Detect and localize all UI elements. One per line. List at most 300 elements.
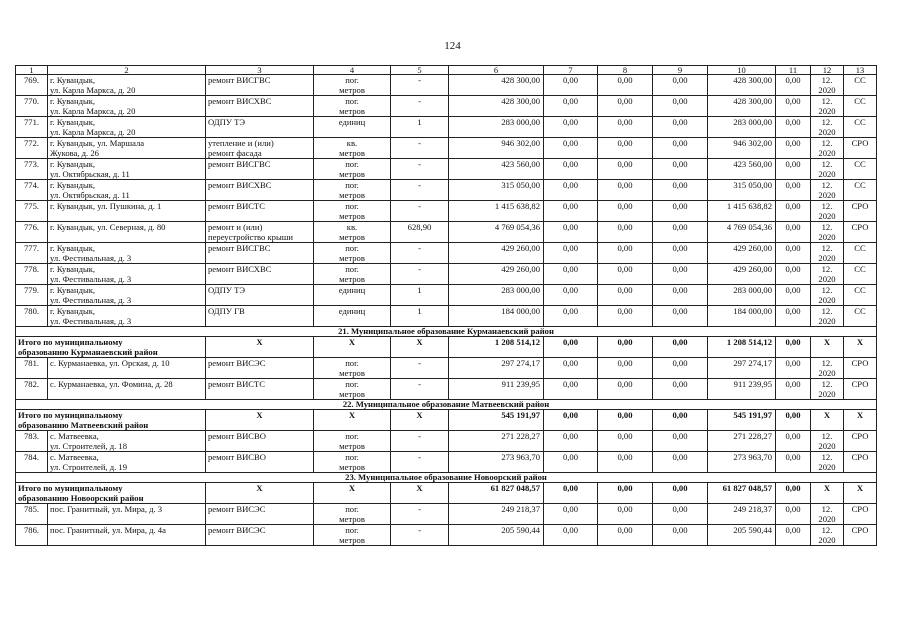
address-cell: [48, 306, 206, 327]
period-cell-line: 12.: [821, 180, 833, 190]
value-cell: 0,00: [598, 504, 653, 525]
total-label-line: Итого по муниципальному: [18, 483, 123, 493]
unit-cell-line: метров: [339, 106, 365, 116]
unit-cell: [314, 306, 391, 327]
unit-cell-line: метров: [339, 274, 365, 284]
unit-cell: [314, 264, 391, 285]
total-cost-cell: 429 260,00: [449, 264, 544, 285]
value-cell: 0,00: [776, 452, 811, 473]
period-cell: [811, 431, 844, 452]
value-cell: 0,00: [598, 138, 653, 159]
address-cell: [48, 138, 206, 159]
quantity-cell: -: [391, 243, 449, 264]
total-row: [16, 410, 877, 431]
period-cell: [811, 306, 844, 327]
total-label-line: образованию Матвеевский район: [18, 420, 149, 430]
section-title: 22. Муниципальное образование Матвеевский район: [16, 400, 877, 410]
address-cell-line: г. Кувандык, ул. Пушкина, д. 1: [50, 201, 162, 211]
quantity-cell: -: [391, 264, 449, 285]
address-cell: [48, 431, 206, 452]
value-cell: 0,00: [544, 525, 598, 546]
address-cell: [48, 117, 206, 138]
header-cell: 8: [598, 66, 653, 75]
address-cell: [48, 358, 206, 379]
period-cell-line: 2020: [818, 127, 836, 137]
method-cell: СРО: [844, 431, 877, 452]
value-cell: 0,00: [598, 159, 653, 180]
value-cell: 0,00: [653, 525, 708, 546]
unit-cell-line: пог.: [345, 525, 359, 535]
total-cost-cell: 911 239,95: [449, 379, 544, 400]
unit-cell: [314, 117, 391, 138]
period-cell: [811, 243, 844, 264]
work-type-cell-line: [208, 211, 311, 221]
period-cell: [811, 452, 844, 473]
quantity-cell: 1: [391, 306, 449, 327]
table-row: [16, 285, 877, 306]
address-cell: [48, 452, 206, 473]
value-cell: 0,00: [776, 431, 811, 452]
address-cell-line: г. Кувандык, ул. Маршала: [50, 138, 145, 148]
work-type-cell-line: [208, 295, 311, 305]
value-cell: 0,00: [776, 222, 811, 243]
work-type-cell: [206, 452, 314, 473]
unit-cell: [314, 504, 391, 525]
total-sum-cell: 1 208 514,12: [449, 337, 544, 358]
unit-cell-line: метров: [339, 253, 365, 263]
work-type-cell-line: ремонт ВИСЭС: [208, 525, 266, 535]
value-cell: 0,00: [776, 525, 811, 546]
work-type-cell-line: [208, 85, 311, 95]
value-cell: 0,00: [598, 75, 653, 96]
work-type-cell-line: ремонт ВИСТС: [208, 379, 266, 389]
quantity-cell: 1: [391, 117, 449, 138]
address-cell-line: пос. Гранитный, ул. Мира, д. 3: [50, 504, 163, 514]
total-value-cell: 0,00: [544, 483, 598, 504]
table-row: [16, 138, 877, 159]
address-cell: [48, 75, 206, 96]
fund-cost-cell: 249 218,37: [708, 504, 776, 525]
value-cell: 0,00: [598, 431, 653, 452]
address-cell-line: [50, 368, 203, 378]
value-cell: 0,00: [653, 117, 708, 138]
total-cost-cell: 429 260,00: [449, 243, 544, 264]
address-cell-line: г. Кувандык,: [50, 159, 96, 169]
value-cell: 0,00: [776, 504, 811, 525]
work-type-cell-line: ремонт и (или): [208, 222, 263, 232]
address-cell-line: [50, 535, 203, 545]
total-fund-cell: 545 191,97: [708, 410, 776, 431]
unit-cell-line: пог.: [345, 159, 359, 169]
address-cell: [48, 159, 206, 180]
row-number: 770.: [16, 96, 48, 117]
total-x-cell: X: [811, 337, 844, 358]
header-cell: 3: [206, 66, 314, 75]
value-cell: 0,00: [776, 243, 811, 264]
period-cell-line: 2020: [818, 274, 836, 284]
total-label: [16, 483, 206, 504]
header-cell: 6: [449, 66, 544, 75]
value-cell: 0,00: [653, 431, 708, 452]
value-cell: 0,00: [776, 117, 811, 138]
value-cell: 0,00: [653, 504, 708, 525]
period-cell-line: 2020: [818, 389, 836, 399]
fund-cost-cell: 429 260,00: [708, 264, 776, 285]
period-cell: [811, 264, 844, 285]
fund-cost-cell: 4 769 054,36: [708, 222, 776, 243]
section-header-row: [16, 473, 877, 483]
period-cell-line: 2020: [818, 253, 836, 263]
total-x-cell: X: [844, 410, 877, 431]
total-label-line: Итого по муниципальному: [18, 410, 123, 420]
address-cell: [48, 201, 206, 222]
value-cell: 0,00: [544, 159, 598, 180]
unit-cell-line: пог.: [345, 379, 359, 389]
row-number: 780.: [16, 306, 48, 327]
table-row: [16, 431, 877, 452]
total-value-cell: 0,00: [598, 337, 653, 358]
unit-cell: [314, 180, 391, 201]
total-sum-cell: 545 191,97: [449, 410, 544, 431]
row-number: 779.: [16, 285, 48, 306]
address-cell: [48, 504, 206, 525]
table-row: [16, 96, 877, 117]
period-cell: [811, 504, 844, 525]
address-cell-line: г. Кувандык,: [50, 75, 96, 85]
address-cell-line: с. Матвеевка,: [50, 452, 99, 462]
period-cell-line: 2020: [818, 368, 836, 378]
method-cell: СС: [844, 264, 877, 285]
total-value-cell: 0,00: [776, 483, 811, 504]
header-cell: 11: [776, 66, 811, 75]
row-number: 769.: [16, 75, 48, 96]
value-cell: 0,00: [598, 96, 653, 117]
period-cell-line: 12.: [821, 243, 833, 253]
total-x-cell: X: [314, 483, 391, 504]
unit-cell-line: метров: [339, 441, 365, 451]
work-type-cell-line: ремонт ВИСГВС: [208, 159, 271, 169]
address-cell-line: ул. Строителей, д. 18: [50, 441, 128, 451]
value-cell: 0,00: [653, 201, 708, 222]
total-x-cell: X: [844, 337, 877, 358]
unit-cell-line: метров: [339, 169, 365, 179]
header-cell: 9: [653, 66, 708, 75]
table-row: [16, 201, 877, 222]
work-type-cell-line: ремонт ВИСГВС: [208, 75, 271, 85]
total-value-cell: 0,00: [776, 410, 811, 431]
value-cell: 0,00: [544, 222, 598, 243]
value-cell: 0,00: [776, 358, 811, 379]
row-number: 778.: [16, 264, 48, 285]
period-cell: [811, 285, 844, 306]
unit-cell-line: пог.: [345, 243, 359, 253]
header-cell: 10: [708, 66, 776, 75]
total-label-line: Итого по муниципальному: [18, 337, 123, 347]
total-cost-cell: 1 415 638,82: [449, 201, 544, 222]
address-cell-line: г. Кувандык,: [50, 117, 96, 127]
address-cell-line: ул. Карла Маркса, д. 20: [50, 127, 136, 137]
table-row: [16, 306, 877, 327]
period-cell: [811, 117, 844, 138]
address-cell-line: ул. Октябрьская, д. 11: [50, 190, 130, 200]
period-cell-line: 12.: [821, 525, 833, 535]
period-cell-line: 2020: [818, 169, 836, 179]
total-x-cell: X: [844, 483, 877, 504]
address-cell-line: с. Матвеевка,: [50, 431, 99, 441]
page-number: 124: [444, 40, 461, 52]
total-cost-cell: 428 300,00: [449, 96, 544, 117]
table-row: [16, 159, 877, 180]
total-cost-cell: 271 228,27: [449, 431, 544, 452]
period-cell-line: 2020: [818, 211, 836, 221]
period-cell: [811, 138, 844, 159]
total-cost-cell: 205 590,44: [449, 525, 544, 546]
fund-cost-cell: 1 415 638,82: [708, 201, 776, 222]
fund-cost-cell: 428 300,00: [708, 96, 776, 117]
value-cell: 0,00: [653, 285, 708, 306]
period-cell-line: 12.: [821, 117, 833, 127]
work-type-cell-line: [208, 316, 311, 326]
quantity-cell: -: [391, 75, 449, 96]
address-cell-line: г. Кувандык,: [50, 243, 96, 253]
unit-cell: [314, 138, 391, 159]
total-x-cell: X: [206, 410, 314, 431]
quantity-cell: -: [391, 96, 449, 117]
fund-cost-cell: 423 560,00: [708, 159, 776, 180]
total-cost-cell: 315 050,00: [449, 180, 544, 201]
period-cell-line: 12.: [821, 96, 833, 106]
total-row: [16, 337, 877, 358]
work-type-cell: [206, 264, 314, 285]
section-title: 21. Муниципальное образование Курманаевский район: [16, 327, 877, 337]
table-row: [16, 264, 877, 285]
quantity-cell: -: [391, 431, 449, 452]
period-cell: [811, 358, 844, 379]
value-cell: 0,00: [598, 525, 653, 546]
value-cell: 0,00: [598, 285, 653, 306]
unit-cell-line: пог.: [345, 452, 359, 462]
unit-cell-line: [316, 316, 388, 326]
method-cell: СС: [844, 75, 877, 96]
value-cell: 0,00: [776, 201, 811, 222]
value-cell: 0,00: [776, 75, 811, 96]
total-cost-cell: 283 000,00: [449, 285, 544, 306]
period-cell-line: 12.: [821, 306, 833, 316]
value-cell: 0,00: [776, 264, 811, 285]
unit-cell-line: метров: [339, 190, 365, 200]
table-row: [16, 504, 877, 525]
work-type-cell: [206, 285, 314, 306]
value-cell: 0,00: [544, 358, 598, 379]
unit-cell-line: метров: [339, 389, 365, 399]
method-cell: СС: [844, 285, 877, 306]
unit-cell: [314, 201, 391, 222]
value-cell: 0,00: [598, 222, 653, 243]
unit-cell-line: [316, 295, 388, 305]
total-value-cell: 0,00: [776, 337, 811, 358]
row-number: 784.: [16, 452, 48, 473]
value-cell: 0,00: [598, 243, 653, 264]
quantity-cell: -: [391, 525, 449, 546]
total-cost-cell: 423 560,00: [449, 159, 544, 180]
unit-cell: [314, 75, 391, 96]
work-type-cell: [206, 180, 314, 201]
table-row: [16, 222, 877, 243]
period-cell: [811, 180, 844, 201]
method-cell: СРО: [844, 379, 877, 400]
unit-cell-line: кв.: [346, 222, 358, 232]
period-cell-line: 2020: [818, 232, 836, 242]
work-type-cell-line: ремонт фасада: [208, 148, 262, 158]
work-type-cell: [206, 306, 314, 327]
work-type-cell-line: ремонт ВИСХВС: [208, 180, 272, 190]
work-type-cell-line: ОДПУ ГВ: [208, 306, 245, 316]
work-type-cell-line: [208, 127, 311, 137]
unit-cell-line: пог.: [345, 264, 359, 274]
address-cell-line: ул. Фестивальная, д. 3: [50, 295, 132, 305]
value-cell: 0,00: [544, 431, 598, 452]
row-number: 783.: [16, 431, 48, 452]
fund-cost-cell: 184 000,00: [708, 306, 776, 327]
total-fund-cell: 61 827 048,57: [708, 483, 776, 504]
total-row: [16, 483, 877, 504]
fund-cost-cell: 283 000,00: [708, 117, 776, 138]
row-number: 772.: [16, 138, 48, 159]
value-cell: 0,00: [653, 264, 708, 285]
address-cell-line: пос. Гранитный, ул. Мира, д. 4а: [50, 525, 166, 535]
quantity-cell: 1: [391, 285, 449, 306]
work-type-cell-line: ремонт ВИСВО: [208, 431, 266, 441]
row-number: 774.: [16, 180, 48, 201]
work-type-cell-line: [208, 274, 311, 284]
address-cell-line: Жукова, д. 26: [50, 148, 99, 158]
total-x-cell: X: [206, 337, 314, 358]
value-cell: 0,00: [598, 358, 653, 379]
period-cell-line: 12.: [821, 358, 833, 368]
fund-cost-cell: 911 239,95: [708, 379, 776, 400]
unit-cell-line: единиц: [338, 285, 366, 295]
total-value-cell: 0,00: [653, 337, 708, 358]
row-number: 777.: [16, 243, 48, 264]
table-row: [16, 525, 877, 546]
value-cell: 0,00: [544, 75, 598, 96]
period-cell-line: 2020: [818, 190, 836, 200]
total-x-cell: X: [391, 337, 449, 358]
total-cost-cell: 297 274,17: [449, 358, 544, 379]
section-title: 23. Муниципальное образование Новоорский район: [16, 473, 877, 483]
unit-cell-line: пог.: [345, 201, 359, 211]
value-cell: 0,00: [776, 159, 811, 180]
unit-cell-line: метров: [339, 514, 365, 524]
address-cell: [48, 180, 206, 201]
table-row: [16, 243, 877, 264]
value-cell: 0,00: [598, 117, 653, 138]
value-cell: 0,00: [544, 504, 598, 525]
address-cell: [48, 379, 206, 400]
value-cell: 0,00: [598, 264, 653, 285]
address-cell-line: [50, 514, 203, 524]
address-cell: [48, 525, 206, 546]
address-cell-line: ул. Строителей, д. 19: [50, 462, 128, 472]
unit-cell: [314, 243, 391, 264]
period-cell: [811, 379, 844, 400]
work-type-cell-line: [208, 514, 311, 524]
value-cell: 0,00: [544, 117, 598, 138]
total-label: [16, 410, 206, 431]
work-type-cell: [206, 201, 314, 222]
address-cell: [48, 222, 206, 243]
unit-cell: [314, 379, 391, 400]
fund-cost-cell: 271 228,27: [708, 431, 776, 452]
method-cell: СРО: [844, 358, 877, 379]
capital-repair-table: [15, 65, 877, 546]
total-cost-cell: 428 300,00: [449, 75, 544, 96]
period-cell-line: 2020: [818, 148, 836, 158]
quantity-cell: -: [391, 504, 449, 525]
total-label-line: образованию Новоорский район: [18, 493, 144, 503]
table-row: [16, 358, 877, 379]
header-cell: 7: [544, 66, 598, 75]
value-cell: 0,00: [776, 306, 811, 327]
section-header-row: [16, 327, 877, 337]
unit-cell-line: пог.: [345, 180, 359, 190]
method-cell: СРО: [844, 525, 877, 546]
period-cell-line: 2020: [818, 441, 836, 451]
work-type-cell-line: переустройство крыши: [208, 232, 293, 242]
total-label: [16, 337, 206, 358]
row-number: 785.: [16, 504, 48, 525]
value-cell: 0,00: [544, 201, 598, 222]
work-type-cell-line: утепление и (или): [208, 138, 274, 148]
work-type-cell: [206, 431, 314, 452]
unit-cell-line: [316, 127, 388, 137]
value-cell: 0,00: [544, 180, 598, 201]
period-cell-line: 2020: [818, 295, 836, 305]
work-type-cell-line: [208, 535, 311, 545]
total-cost-cell: 946 302,00: [449, 138, 544, 159]
period-cell-line: 2020: [818, 462, 836, 472]
total-x-cell: X: [314, 410, 391, 431]
fund-cost-cell: 429 260,00: [708, 243, 776, 264]
value-cell: 0,00: [653, 222, 708, 243]
total-x-cell: X: [811, 483, 844, 504]
total-x-cell: X: [314, 337, 391, 358]
value-cell: 0,00: [653, 138, 708, 159]
work-type-cell: [206, 159, 314, 180]
period-cell-line: 12.: [821, 431, 833, 441]
quantity-cell: 628,90: [391, 222, 449, 243]
total-sum-cell: 61 827 048,57: [449, 483, 544, 504]
header-cell: 2: [48, 66, 206, 75]
total-label-line: образованию Курманаевский район: [18, 347, 158, 357]
fund-cost-cell: 428 300,00: [708, 75, 776, 96]
table-row: [16, 75, 877, 96]
total-value-cell: 0,00: [544, 337, 598, 358]
unit-cell-line: метров: [339, 368, 365, 378]
address-cell-line: ул. Карла Маркса, д. 20: [50, 106, 136, 116]
address-cell-line: г. Кувандык,: [50, 306, 96, 316]
address-cell: [48, 264, 206, 285]
total-x-cell: X: [391, 410, 449, 431]
quantity-cell: -: [391, 452, 449, 473]
method-cell: СС: [844, 159, 877, 180]
period-cell: [811, 525, 844, 546]
total-x-cell: X: [811, 410, 844, 431]
value-cell: 0,00: [598, 201, 653, 222]
period-cell-line: 12.: [821, 201, 833, 211]
row-number: 771.: [16, 117, 48, 138]
unit-cell: [314, 525, 391, 546]
